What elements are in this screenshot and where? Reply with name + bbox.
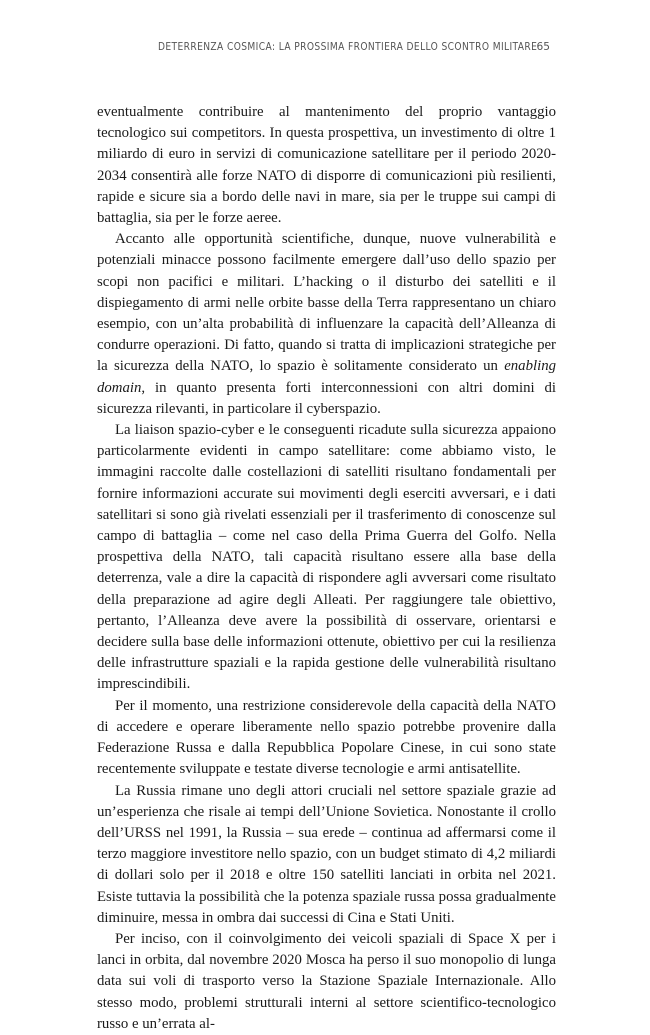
paragraph-4: Per il momento, una restrizione considerevole della capacità della NATO di accedere e operare liberamente nello spazio potrebbe provenire dalla Federazione Russa e dalla Repubblica Popolare Cinese, in cui sono state recentemente sviluppate e testate diverse tecnologie e armi antisatellite. — [97, 697, 556, 778]
paragraph-2-text-before: Accanto alle opportunità scientifiche, dunque, nuove vulnerabilità e potenziali minacce possono facilmente emergere dall’uso dello spazio per scopi non pacifici e militari. L’hacking o il disturbo dei satelliti e il dispiegamento di armi nelle orbite basse della Terra rappresentano un chiaro esempio, con un’alta probabilità di influenzare la capacità dell’Alleanza di condurre operazioni. Di fatto, quando si tratta di implicazioni strategiche per la sicurezza della NATO, lo spazio è solitamente considerato un — [97, 231, 556, 375]
paragraph-3: La liaison spazio-cyber e le conseguenti ricadute sulla sicurezza appaiono particolarmente evidenti in campo satellitare: come abbiamo visto, le immagini raccolte dalle costellazioni di satelliti risultano fondamentali per fornire informazioni accurate sui movimenti degli eserciti avversari, e i dati satellitari si sono già rivelati essenziali per il trasferimento di conoscenze sul campo di battaglia – come nel caso della Prima Guerra del Golfo. Nella prospettiva della NATO, tali capacità risultano essere alla base della deterrenza, vale a dire la capacità di rispondere agli avversari come risultato della preparazione ad agire degli Alleati. Per raggiungere tale obiettivo, pertanto, l’Alleanza deve avere la possibilità di osservare, orientarsi e decidere sulla base delle informazioni ottenute, obiettivo per cui la resilienza delle infrastrutture spaziali e la rapida gestione delle vulnerabilità risultano imprescindibili. — [97, 422, 556, 693]
running-title: DETERRENZA COSMICA: LA PROSSIMA FRONTIERA DELLO SCONTRO MILITARE — [158, 41, 538, 53]
enabling-domain-emphasis: enabling domain — [97, 358, 556, 396]
paragraph-6: Per inciso, con il coinvolgimento dei veicoli spaziali di Space X per i lanci in orbita, dal novembre 2020 Mosca ha perso il suo monopolio di lunga data sui voli di trasporto verso la Stazione Spaziale Internazionale. Allo stesso modo, problemi strutturali interni al settore scientifico-tecnologico russo e un’errata al- — [97, 930, 556, 1032]
page-number: 65 — [536, 41, 550, 53]
paragraph-5: La Russia rimane uno degli attori cruciali nel settore spaziale grazie ad un’esperienza che risale ai tempi dell’Unione Sovietica. Nonostante il crollo dell’URSS nel 1991, la Russia – sua erede – continua ad affermarsi come il terzo maggiore investitore nello spazio, con un budget stimato di 4,2 miliardi di dollari solo per il 2018 e oltre 150 satelliti lanciati in orbita nel 2021. Esiste tuttavia la possibilità che la potenza spaziale russa possa gradualmente diminuire, messa in ombra dai successi di Cina e Stati Uniti. — [97, 782, 556, 926]
paragraph-1: eventualmente contribuire al mantenimento del proprio vantaggio tecnologico sui competitors. In questa prospettiva, un investimento di oltre 1 miliardo di euro in servizi di comunicazione satellitare per il periodo 2020-2034 consentirà alle forze NATO di disporre di comunicazioni più resilienti, rapide e sicure sia a bordo delle navi in mare, sia per le truppe sui campi di battaglia, sia per le forze aeree. — [97, 104, 556, 227]
body-text — [97, 102, 556, 1035]
running-header — [0, 40, 650, 62]
paragraph-2 — [97, 229, 556, 420]
paragraph-2-text-after: , in quanto presenta forti interconnessioni con altri domini di sicurezza rilevanti, in particolare il cyberspazio. — [97, 379, 556, 417]
